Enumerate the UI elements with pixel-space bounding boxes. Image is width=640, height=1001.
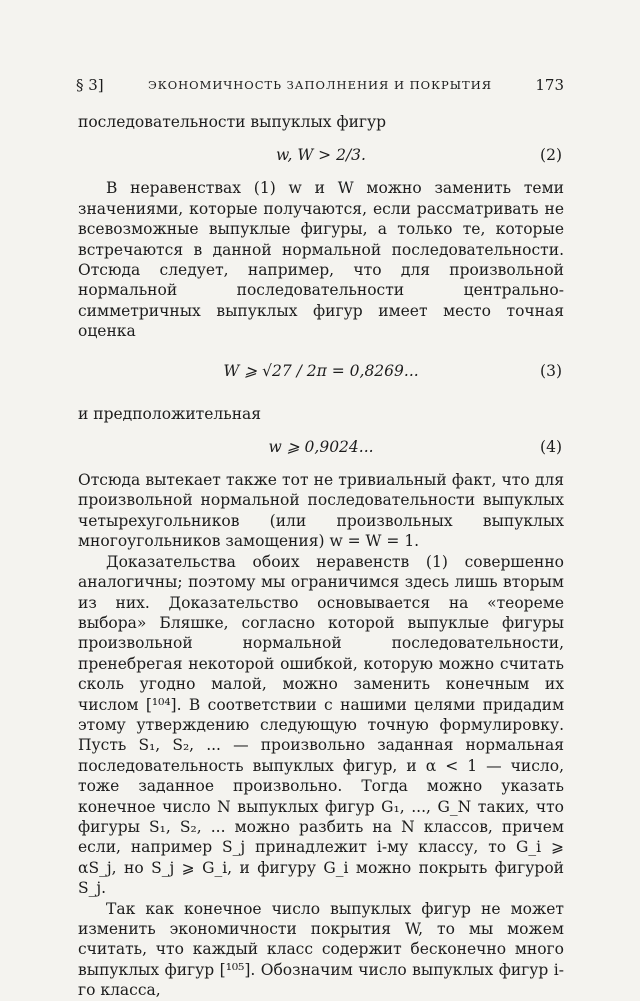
equation-number: (4) — [540, 438, 562, 457]
paragraph: и предположительная — [78, 404, 262, 423]
equation-expression: w, W > 2/3. — [276, 146, 366, 165]
equation-number: (3) — [540, 361, 562, 380]
equation-4 — [78, 434, 564, 460]
section-marker: § 3] — [76, 76, 104, 94]
equation-3 — [78, 352, 564, 390]
equation-expression: W ⩾ √27 / 2π = 0,8269... — [223, 361, 419, 380]
paragraph: Отсюда вытекает также тот не тривиальный факт, что для произвольной нормальной последовательности выпуклых четырехугольников (или произвольных выпуклых многоугольников замощения) w = W = 1. — [78, 471, 564, 551]
paragraph: Так как конечное число выпуклых фигур не может изменить экономичности покрытия W, то мы можем считать, что каждый класс содержит бесконечно много выпуклых фигур [¹⁰⁵]. Обозначим число выпуклых фигур i-го класса, — [78, 899, 564, 1000]
paragraph: Доказательства обоих неравенств (1) совершенно аналогичны; поэтому мы ограничимся здесь лишь вторым из них. Доказательство основывается на «теореме выбора» Бляшке, согласно которой выпуклые фигуры произвольной нормальной последовательности, пренебрегая некоторой ошибкой, которую можно считать сколь угодно малой, можно заменить конечным их числом [¹⁰⁴]. В соответствии с нашими целями придадим этому утверждению следующую точную формулировку. Пусть S₁, S₂, ... — произвольно заданная нормальная последовательность выпуклых фигур, и α < 1 — число, тоже заданное произвольно. Тогда можно указать конечное число N выпуклых фигур G₁, ..., G_N таких, что фигуры S₁, S₂, ... можно разбить на N классов, причем если, например S_j принадлежит i-му классу, то G_i ⩾ αS_j, но S_j ⩾ G_i, и фигуру G_i можно покрыть фигурой S_j. — [78, 552, 564, 898]
equation-number: (2) — [540, 146, 562, 165]
paragraph: последовательности выпуклых фигур — [78, 113, 387, 131]
paragraph: В неравенствах (1) w и W можно заменить теми значениями, которые получаются, если рассматривать не всевозможные выпуклые фигуры, а только те, которые встречаются в данной нормальной последовательности. Отсюда следует, например, что для произвольной нормальной последовательности центрально-симметричных выпуклых фигур имеет место точная оценка — [78, 179, 564, 341]
page-body — [78, 112, 564, 1001]
page-number: 173 — [535, 76, 564, 94]
equation-expression: w ⩾ 0,9024... — [268, 438, 374, 457]
running-title: ЭКОНОМИЧНОСТЬ ЗАПОЛНЕНИЯ И ПОКРЫТИЯ — [148, 78, 493, 92]
equation-2 — [78, 142, 564, 168]
page-header — [76, 76, 564, 98]
